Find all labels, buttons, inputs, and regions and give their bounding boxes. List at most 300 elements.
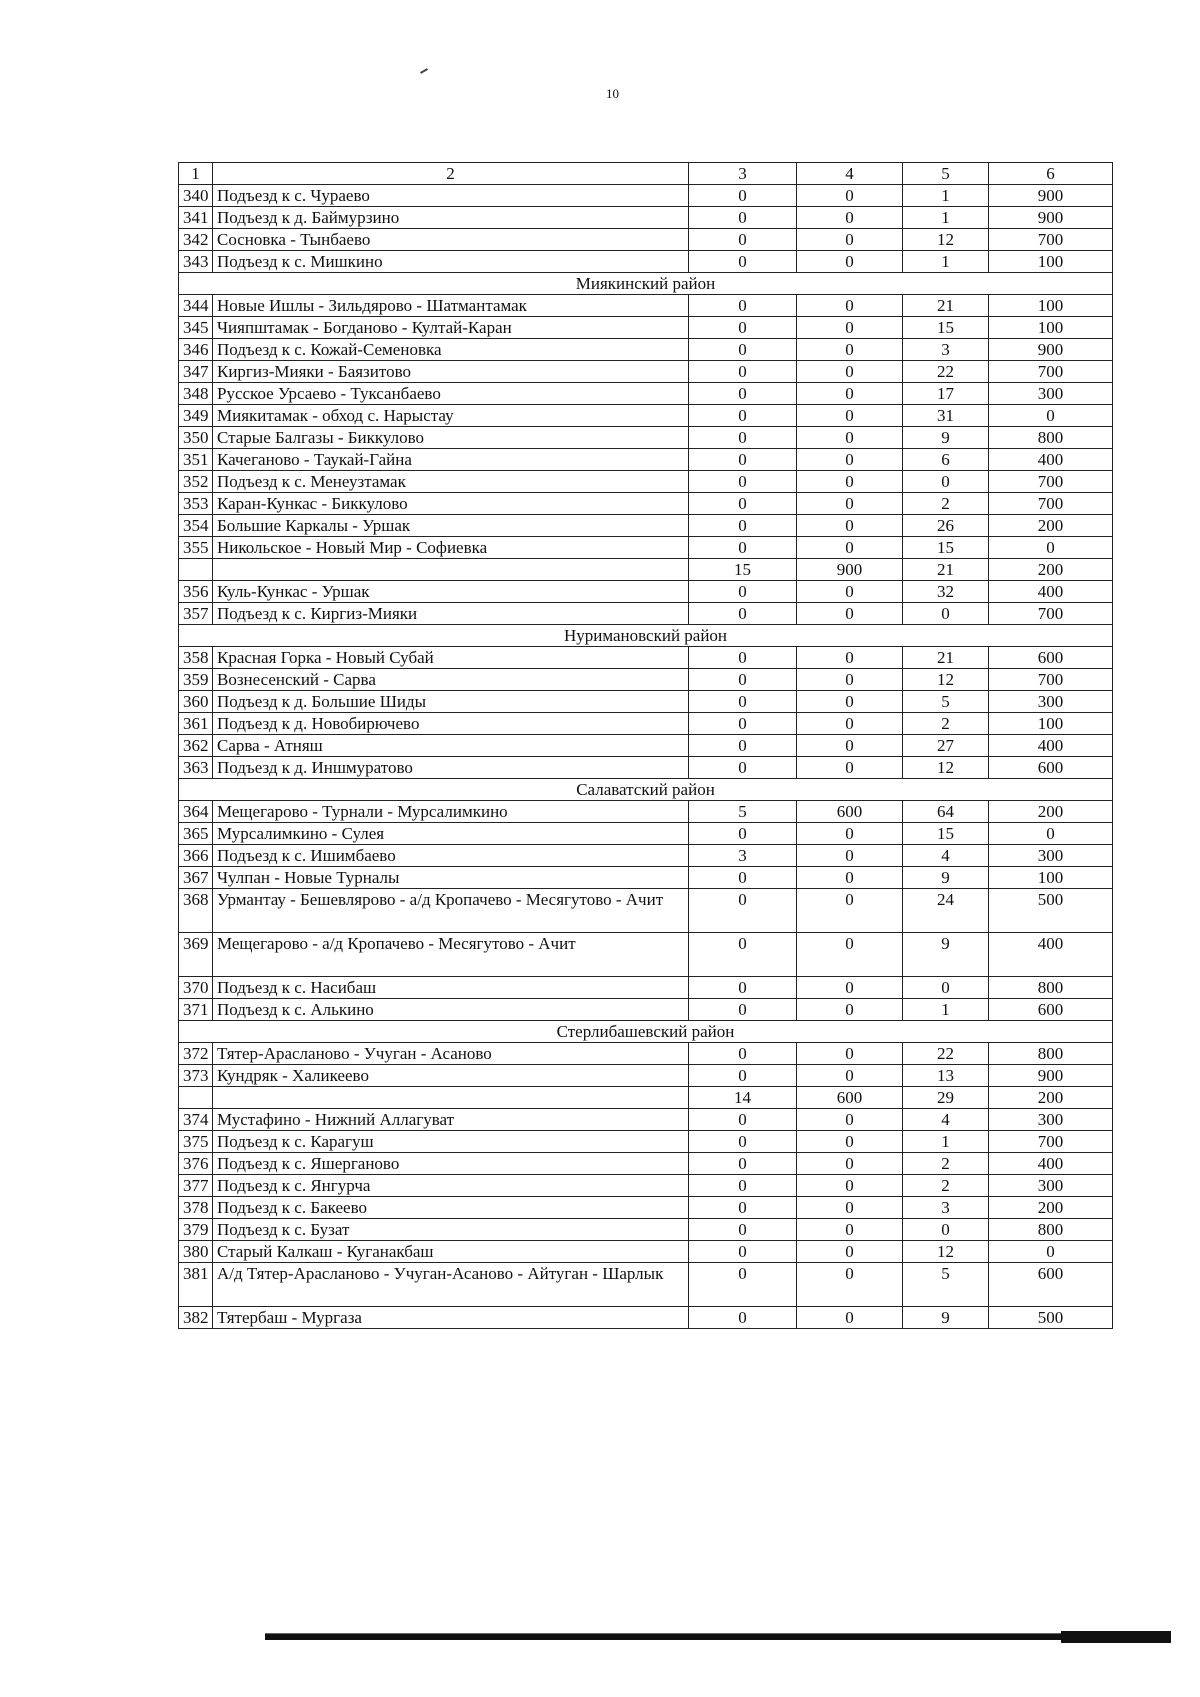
road-name: Подъезд к д. Иншмуратово <box>213 757 689 779</box>
col-5-value: 3 <box>903 339 989 361</box>
col-6-value: 300 <box>989 845 1113 867</box>
table-row <box>179 867 1113 889</box>
table-row <box>179 317 1113 339</box>
table-row <box>179 471 1113 493</box>
road-table <box>178 162 1113 1329</box>
col-3-value: 0 <box>689 757 797 779</box>
col-5-value: 15 <box>903 537 989 559</box>
section-title: Нуримановский район <box>179 625 1113 647</box>
table-row <box>179 1263 1113 1307</box>
col-5-value: 1 <box>903 1131 989 1153</box>
road-name: Миякитамак - обход с. Нарыстау <box>213 405 689 427</box>
col-4-value: 0 <box>797 449 903 471</box>
table-row <box>179 801 1113 823</box>
col-4-value: 0 <box>797 867 903 889</box>
table-row <box>179 669 1113 691</box>
row-number: 362 <box>179 735 213 757</box>
col-6-value: 700 <box>989 229 1113 251</box>
table-row <box>179 845 1113 867</box>
col-4-value: 0 <box>797 823 903 845</box>
col-6-value: 700 <box>989 669 1113 691</box>
col-6-value: 100 <box>989 317 1113 339</box>
col-4-value: 0 <box>797 207 903 229</box>
col-3-value: 0 <box>689 493 797 515</box>
col-4-value: 0 <box>797 339 903 361</box>
table-row <box>179 999 1113 1021</box>
row-number: 366 <box>179 845 213 867</box>
col-3-value: 0 <box>689 1131 797 1153</box>
col-5-value: 31 <box>903 405 989 427</box>
col-5-value: 4 <box>903 1109 989 1131</box>
col-5-value: 24 <box>903 889 989 933</box>
section-row <box>179 625 1113 647</box>
col-5-value: 21 <box>903 647 989 669</box>
header-cell: 2 <box>213 163 689 185</box>
col-4-value: 0 <box>797 295 903 317</box>
road-name: Подъезд к с. Чураево <box>213 185 689 207</box>
section-title: Стерлибашевский район <box>179 1021 1113 1043</box>
col-4-value: 0 <box>797 251 903 273</box>
table-row <box>179 207 1113 229</box>
col-6-value: 300 <box>989 1109 1113 1131</box>
table-row <box>179 581 1113 603</box>
col-6-value: 300 <box>989 383 1113 405</box>
road-name: Каран-Кункас - Биккулово <box>213 493 689 515</box>
col-6-value: 0 <box>989 1241 1113 1263</box>
row-number: 347 <box>179 361 213 383</box>
road-name: Тятербаш - Мургаза <box>213 1307 689 1329</box>
col-5-value: 3 <box>903 1197 989 1219</box>
col-6-value: 300 <box>989 691 1113 713</box>
road-name: Кундряк - Халикеево <box>213 1065 689 1087</box>
road-name: Подъезд к д. Баймурзино <box>213 207 689 229</box>
road-name: Урмантау - Бешевлярово - а/д Кропачево - Месягутово - Ачит <box>213 889 689 933</box>
col-3-value: 0 <box>689 185 797 207</box>
road-name: Подъезд к с. Ишимбаево <box>213 845 689 867</box>
col-3-value: 0 <box>689 317 797 339</box>
col-3-value: 0 <box>689 427 797 449</box>
col-6-value: 700 <box>989 471 1113 493</box>
col-5-value: 21 <box>903 559 989 581</box>
row-number: 377 <box>179 1175 213 1197</box>
row-number: 355 <box>179 537 213 559</box>
col-5-value: 1 <box>903 999 989 1021</box>
row-number: 348 <box>179 383 213 405</box>
col-5-value: 13 <box>903 1065 989 1087</box>
table-row <box>179 295 1113 317</box>
col-6-value: 100 <box>989 295 1113 317</box>
table-row <box>179 1131 1113 1153</box>
row-number: 352 <box>179 471 213 493</box>
table-row <box>179 383 1113 405</box>
col-5-value: 4 <box>903 845 989 867</box>
col-3-value: 0 <box>689 867 797 889</box>
col-5-value: 22 <box>903 1043 989 1065</box>
row-number: 371 <box>179 999 213 1021</box>
col-3-value: 14 <box>689 1087 797 1109</box>
row-number: 365 <box>179 823 213 845</box>
col-3-value: 0 <box>689 823 797 845</box>
col-3-value: 0 <box>689 295 797 317</box>
row-number <box>179 559 213 581</box>
row-number: 354 <box>179 515 213 537</box>
col-5-value: 9 <box>903 867 989 889</box>
col-3-value: 0 <box>689 603 797 625</box>
row-number: 379 <box>179 1219 213 1241</box>
road-name: Подъезд к с. Киргиз-Мияки <box>213 603 689 625</box>
col-4-value: 0 <box>797 603 903 625</box>
col-6-value: 900 <box>989 207 1113 229</box>
row-number: 341 <box>179 207 213 229</box>
table-row <box>179 823 1113 845</box>
table-row <box>179 185 1113 207</box>
road-name: Подъезд к с. Насибаш <box>213 977 689 999</box>
col-6-value: 900 <box>989 339 1113 361</box>
page-number: 10 <box>606 86 619 101</box>
table-row <box>179 691 1113 713</box>
col-6-value: 900 <box>989 1065 1113 1087</box>
table-row <box>179 977 1113 999</box>
road-name: Сарва - Атняш <box>213 735 689 757</box>
row-number: 376 <box>179 1153 213 1175</box>
col-6-value: 800 <box>989 427 1113 449</box>
scan-mark <box>420 68 428 74</box>
col-3-value: 0 <box>689 449 797 471</box>
section-row <box>179 273 1113 295</box>
col-3-value: 0 <box>689 999 797 1021</box>
col-3-value: 0 <box>689 647 797 669</box>
col-5-value: 5 <box>903 691 989 713</box>
col-5-value: 0 <box>903 471 989 493</box>
header-cell: 6 <box>989 163 1113 185</box>
col-4-value: 0 <box>797 757 903 779</box>
col-4-value: 0 <box>797 933 903 977</box>
col-3-value: 0 <box>689 361 797 383</box>
road-name: Никольское - Новый Мир - Софиевка <box>213 537 689 559</box>
table-row <box>179 757 1113 779</box>
road-name: Вознесенский - Сарва <box>213 669 689 691</box>
col-3-value: 0 <box>689 581 797 603</box>
table-row <box>179 647 1113 669</box>
col-4-value: 600 <box>797 1087 903 1109</box>
col-4-value: 0 <box>797 999 903 1021</box>
col-5-value: 1 <box>903 207 989 229</box>
row-number: 342 <box>179 229 213 251</box>
header-cell: 1 <box>179 163 213 185</box>
row-number: 380 <box>179 1241 213 1263</box>
col-6-value: 100 <box>989 251 1113 273</box>
row-number: 382 <box>179 1307 213 1329</box>
col-6-value: 700 <box>989 361 1113 383</box>
row-number: 351 <box>179 449 213 471</box>
road-name: Чияпштамак - Богданово - Култай-Каран <box>213 317 689 339</box>
col-6-value: 100 <box>989 867 1113 889</box>
col-5-value: 12 <box>903 757 989 779</box>
col-6-value: 600 <box>989 1263 1113 1307</box>
road-name: Красная Горка - Новый Субай <box>213 647 689 669</box>
road-name: Мещегарово - Турнали - Мурсалимкино <box>213 801 689 823</box>
road-name <box>213 559 689 581</box>
col-4-value: 0 <box>797 1219 903 1241</box>
col-5-value: 12 <box>903 669 989 691</box>
col-6-value: 600 <box>989 647 1113 669</box>
road-name: Старые Балгазы - Биккулово <box>213 427 689 449</box>
col-6-value: 200 <box>989 1197 1113 1219</box>
col-3-value: 0 <box>689 1241 797 1263</box>
col-4-value: 0 <box>797 1307 903 1329</box>
col-3-value: 0 <box>689 1043 797 1065</box>
col-5-value: 26 <box>903 515 989 537</box>
col-3-value: 0 <box>689 229 797 251</box>
col-6-value: 300 <box>989 1175 1113 1197</box>
col-6-value: 700 <box>989 1131 1113 1153</box>
table-row <box>179 933 1113 977</box>
road-name: Старый Калкаш - Куганакбаш <box>213 1241 689 1263</box>
col-5-value: 0 <box>903 977 989 999</box>
col-4-value: 0 <box>797 581 903 603</box>
col-6-value: 600 <box>989 999 1113 1021</box>
table-row <box>179 537 1113 559</box>
table-row <box>179 515 1113 537</box>
col-3-value: 0 <box>689 207 797 229</box>
row-number: 375 <box>179 1131 213 1153</box>
col-4-value: 0 <box>797 1241 903 1263</box>
col-4-value: 0 <box>797 647 903 669</box>
road-name: Подъезд к с. Янгурча <box>213 1175 689 1197</box>
col-6-value: 200 <box>989 801 1113 823</box>
table-row <box>179 251 1113 273</box>
col-4-value: 0 <box>797 669 903 691</box>
footer-rule <box>265 1633 1171 1640</box>
col-4-value: 0 <box>797 515 903 537</box>
col-3-value: 0 <box>689 1263 797 1307</box>
table-row <box>179 1307 1113 1329</box>
road-name: Новые Ишлы - Зильдярово - Шатмантамак <box>213 295 689 317</box>
header-cell: 4 <box>797 163 903 185</box>
row-number: 364 <box>179 801 213 823</box>
col-6-value: 0 <box>989 405 1113 427</box>
row-number: 374 <box>179 1109 213 1131</box>
table-row <box>179 1153 1113 1175</box>
road-name: Подъезд к с. Кожай-Семеновка <box>213 339 689 361</box>
col-3-value: 0 <box>689 1175 797 1197</box>
col-5-value: 1 <box>903 185 989 207</box>
row-number: 353 <box>179 493 213 515</box>
section-row <box>179 779 1113 801</box>
col-5-value: 5 <box>903 1263 989 1307</box>
col-4-value: 0 <box>797 1109 903 1131</box>
row-number <box>179 1087 213 1109</box>
table-row <box>179 603 1113 625</box>
col-3-value: 0 <box>689 383 797 405</box>
road-name: А/д Тятер-Арасланово - Учуган-Асаново - Айтуган - Шарлык <box>213 1263 689 1307</box>
col-6-value: 400 <box>989 735 1113 757</box>
col-3-value: 0 <box>689 977 797 999</box>
table-row <box>179 427 1113 449</box>
road-name: Подъезд к д. Большие Шиды <box>213 691 689 713</box>
road-name: Русское Урсаево - Туксанбаево <box>213 383 689 405</box>
col-6-value: 400 <box>989 581 1113 603</box>
col-4-value: 0 <box>797 1065 903 1087</box>
table-row <box>179 361 1113 383</box>
table-row <box>179 493 1113 515</box>
col-4-value: 0 <box>797 713 903 735</box>
col-5-value: 64 <box>903 801 989 823</box>
col-4-value: 0 <box>797 493 903 515</box>
col-6-value: 700 <box>989 603 1113 625</box>
row-number: 356 <box>179 581 213 603</box>
row-number: 358 <box>179 647 213 669</box>
table-row <box>179 889 1113 933</box>
header-cell: 5 <box>903 163 989 185</box>
road-name: Качеганово - Таукай-Гайна <box>213 449 689 471</box>
col-3-value: 0 <box>689 405 797 427</box>
road-name: Куль-Кункас - Уршак <box>213 581 689 603</box>
col-4-value: 0 <box>797 229 903 251</box>
row-number: 345 <box>179 317 213 339</box>
row-number: 367 <box>179 867 213 889</box>
col-3-value: 0 <box>689 933 797 977</box>
col-3-value: 15 <box>689 559 797 581</box>
col-3-value: 0 <box>689 515 797 537</box>
col-5-value: 12 <box>903 1241 989 1263</box>
table-row <box>179 449 1113 471</box>
row-number: 372 <box>179 1043 213 1065</box>
row-number: 340 <box>179 185 213 207</box>
col-6-value: 200 <box>989 515 1113 537</box>
road-name: Большие Каркалы - Уршак <box>213 515 689 537</box>
table-row <box>179 229 1113 251</box>
col-3-value: 0 <box>689 471 797 493</box>
table-row <box>179 1197 1113 1219</box>
row-number: 378 <box>179 1197 213 1219</box>
col-5-value: 2 <box>903 1175 989 1197</box>
col-4-value: 0 <box>797 383 903 405</box>
col-5-value: 22 <box>903 361 989 383</box>
col-3-value: 0 <box>689 251 797 273</box>
row-number: 373 <box>179 1065 213 1087</box>
road-name <box>213 1087 689 1109</box>
col-4-value: 0 <box>797 1153 903 1175</box>
col-4-value: 0 <box>797 1131 903 1153</box>
col-3-value: 0 <box>689 889 797 933</box>
row-number: 360 <box>179 691 213 713</box>
col-6-value: 700 <box>989 493 1113 515</box>
col-4-value: 0 <box>797 889 903 933</box>
col-5-value: 15 <box>903 317 989 339</box>
table-row <box>179 1241 1113 1263</box>
col-4-value: 0 <box>797 1197 903 1219</box>
col-5-value: 17 <box>903 383 989 405</box>
row-number: 369 <box>179 933 213 977</box>
section-title: Миякинский район <box>179 273 1113 295</box>
table-row <box>179 1175 1113 1197</box>
col-4-value: 0 <box>797 471 903 493</box>
section-title: Салаватский район <box>179 779 1113 801</box>
col-6-value: 100 <box>989 713 1113 735</box>
road-name: Подъезд к с. Бузат <box>213 1219 689 1241</box>
col-4-value: 0 <box>797 537 903 559</box>
section-row <box>179 1021 1113 1043</box>
row-number: 359 <box>179 669 213 691</box>
col-5-value: 1 <box>903 251 989 273</box>
col-5-value: 2 <box>903 1153 989 1175</box>
col-6-value: 500 <box>989 1307 1113 1329</box>
col-4-value: 0 <box>797 1175 903 1197</box>
col-4-value: 0 <box>797 691 903 713</box>
col-5-value: 2 <box>903 713 989 735</box>
road-name: Чулпан - Новые Турналы <box>213 867 689 889</box>
col-4-value: 0 <box>797 427 903 449</box>
col-5-value: 2 <box>903 493 989 515</box>
row-number: 343 <box>179 251 213 273</box>
col-4-value: 0 <box>797 1043 903 1065</box>
road-name: Мурсалимкино - Сулея <box>213 823 689 845</box>
col-3-value: 0 <box>689 1197 797 1219</box>
col-5-value: 0 <box>903 603 989 625</box>
col-4-value: 0 <box>797 977 903 999</box>
col-5-value: 21 <box>903 295 989 317</box>
col-4-value: 0 <box>797 1263 903 1307</box>
row-number: 346 <box>179 339 213 361</box>
col-3-value: 0 <box>689 735 797 757</box>
col-5-value: 9 <box>903 427 989 449</box>
col-3-value: 0 <box>689 537 797 559</box>
table-row <box>179 339 1113 361</box>
col-6-value: 800 <box>989 1043 1113 1065</box>
road-name: Мустафино - Нижний Аллагуват <box>213 1109 689 1131</box>
col-3-value: 0 <box>689 1219 797 1241</box>
col-5-value: 6 <box>903 449 989 471</box>
table-row <box>179 1087 1113 1109</box>
row-number: 381 <box>179 1263 213 1307</box>
col-3-value: 0 <box>689 1065 797 1087</box>
col-3-value: 0 <box>689 1109 797 1131</box>
col-5-value: 12 <box>903 229 989 251</box>
road-name: Подъезд к с. Мишкино <box>213 251 689 273</box>
col-5-value: 27 <box>903 735 989 757</box>
col-3-value: 0 <box>689 713 797 735</box>
road-name: Подъезд к д. Новобирючево <box>213 713 689 735</box>
col-4-value: 0 <box>797 405 903 427</box>
col-4-value: 0 <box>797 361 903 383</box>
road-name: Мещегарово - а/д Кропачево - Месягутово - Ачит <box>213 933 689 977</box>
col-3-value: 0 <box>689 1153 797 1175</box>
row-number: 344 <box>179 295 213 317</box>
col-6-value: 800 <box>989 1219 1113 1241</box>
header-cell: 3 <box>689 163 797 185</box>
road-name: Сосновка - Тынбаево <box>213 229 689 251</box>
col-4-value: 0 <box>797 185 903 207</box>
col-3-value: 3 <box>689 845 797 867</box>
col-3-value: 0 <box>689 339 797 361</box>
col-6-value: 600 <box>989 757 1113 779</box>
table-row <box>179 559 1113 581</box>
table-row <box>179 1043 1113 1065</box>
row-number: 368 <box>179 889 213 933</box>
col-3-value: 0 <box>689 1307 797 1329</box>
col-6-value: 900 <box>989 185 1113 207</box>
table-row <box>179 1109 1113 1131</box>
col-6-value: 400 <box>989 449 1113 471</box>
road-name: Киргиз-Мияки - Баязитово <box>213 361 689 383</box>
road-name: Подъезд к с. Менеузтамак <box>213 471 689 493</box>
col-6-value: 0 <box>989 537 1113 559</box>
row-number: 350 <box>179 427 213 449</box>
col-4-value: 600 <box>797 801 903 823</box>
col-5-value: 9 <box>903 1307 989 1329</box>
col-4-value: 0 <box>797 845 903 867</box>
